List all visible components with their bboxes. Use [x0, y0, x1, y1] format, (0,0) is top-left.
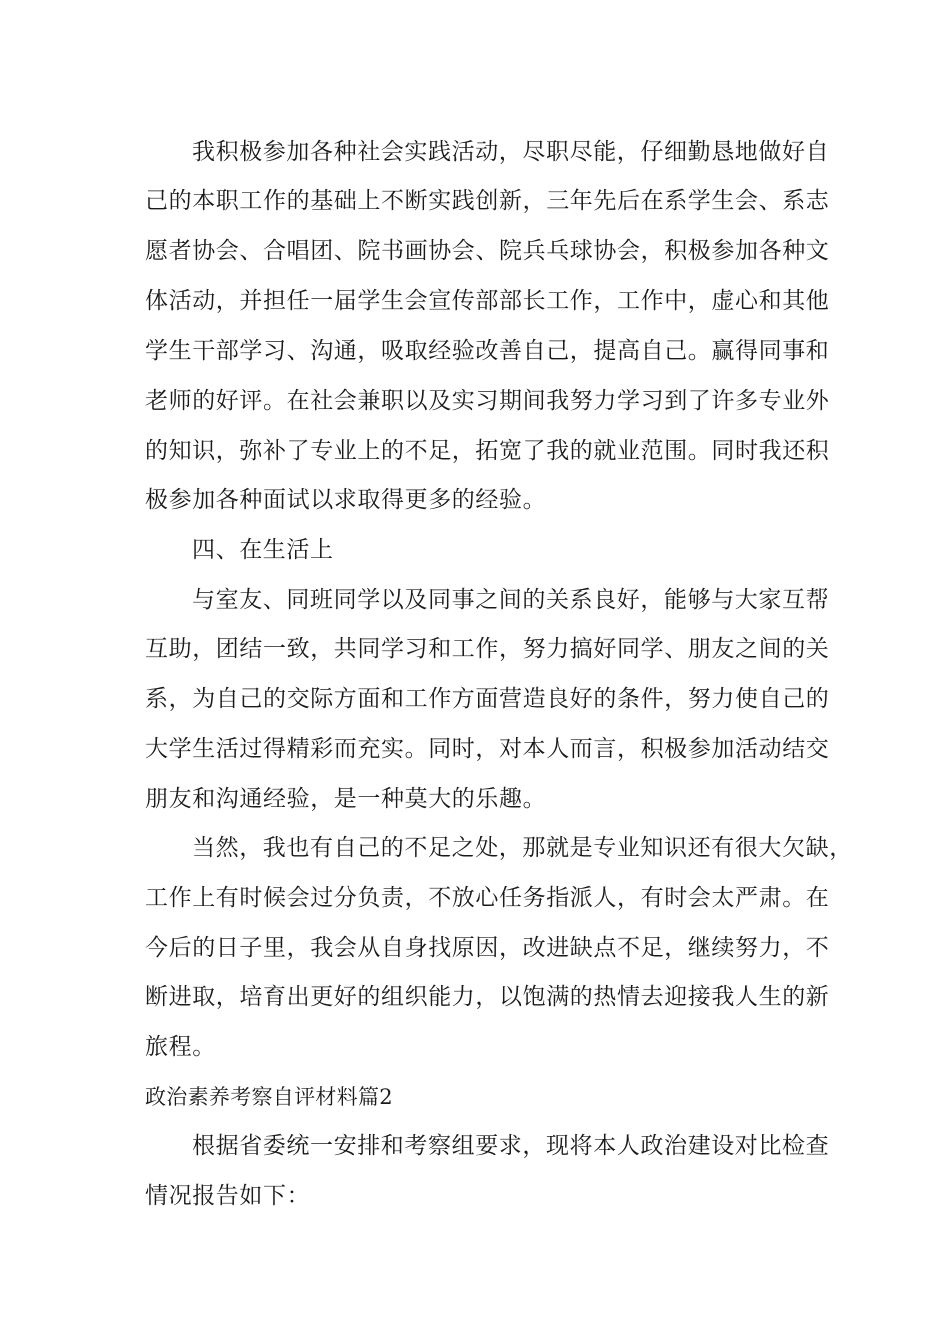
paragraph-line: 学生干部学习、沟通，吸取经验改善自己，提高自己。赢得同事和: [145, 338, 830, 364]
paragraph-line: 旅程。: [145, 1034, 216, 1060]
paragraph-line: 朋友和沟通经验，是一种莫大的乐趣。: [145, 786, 547, 812]
paragraph-line: 当然，我也有自己的不足之处，那就是专业知识还有很大欠缺，: [192, 835, 853, 861]
paragraph-line: 的知识，弥补了专业上的不足，拓宽了我的就业范围。同时我还积: [145, 438, 830, 464]
paragraph-line: 今后的日子里，我会从自身找原因，改进缺点不足，继续努力，不: [145, 935, 830, 961]
paragraph-line: 我积极参加各种社会实践活动，尽职尽能，仔细勤恳地做好自: [192, 139, 830, 165]
paragraph-line: 断进取，培育出更好的组织能力，以饱满的热情去迎接我人生的新: [145, 984, 830, 1010]
paragraph-line: 根据省委统一安排和考察组要求，现将本人政治建设对比检查: [192, 1133, 830, 1159]
paragraph-line: 互助，团结一致，共同学习和工作，努力搞好同学、朋友之间的关: [145, 636, 830, 662]
article-title: 政治素养考察自评材料篇2: [145, 1085, 393, 1109]
paragraph-line: 体活动，并担任一届学生会宣传部部长工作，工作中，虚心和其他: [145, 288, 830, 314]
paragraph-line: 情况报告如下：: [145, 1183, 311, 1209]
paragraph-line: 愿者协会、合唱团、院书画协会、院兵乓球协会，积极参加各种文: [145, 238, 830, 264]
paragraph-line: 与室友、同班同学以及同事之间的关系良好，能够与大家互帮: [192, 587, 830, 613]
section-heading: 四、在生活上: [192, 537, 334, 563]
paragraph-line: 大学生活过得精彩而充实。同时，对本人而言，积极参加活动结交: [145, 736, 830, 762]
paragraph-line: 极参加各种面试以求取得更多的经验。: [145, 487, 547, 513]
paragraph-line: 系，为自己的交际方面和工作方面营造良好的条件，努力使自己的: [145, 686, 830, 712]
paragraph-line: 己的本职工作的基础上不断实践创新，三年先后在系学生会、系志: [145, 188, 830, 214]
paragraph-line: 工作上有时候会过分负责，不放心任务指派人，有时会太严肃。在: [145, 885, 830, 911]
paragraph-line: 老师的好评。在社会兼职以及实习期间我努力学习到了许多专业外: [145, 388, 830, 414]
